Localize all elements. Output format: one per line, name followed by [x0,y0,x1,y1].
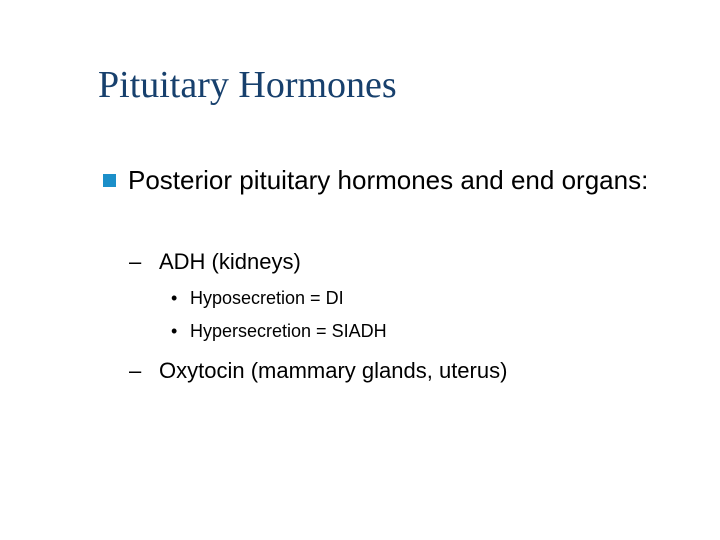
sub-bullet-item: Oxytocin (mammary glands, uterus) [159,358,508,383]
sub-sub-bullet-item: Hyposecretion = DI [190,288,344,308]
dot-marker: • [171,321,178,341]
sub-bullet-item: ADH (kidneys) [159,249,301,274]
sub-sub-bullet-item: Hypersecretion = SIADH [190,321,387,341]
dash-marker: – [129,358,142,383]
dash-marker: – [129,249,142,274]
bullet-item: Posterior pituitary hormones and end organs: [128,165,649,195]
slide-title: Pituitary Hormones [98,64,397,106]
dot-marker: • [171,288,178,308]
square-bullet-icon [103,174,116,187]
